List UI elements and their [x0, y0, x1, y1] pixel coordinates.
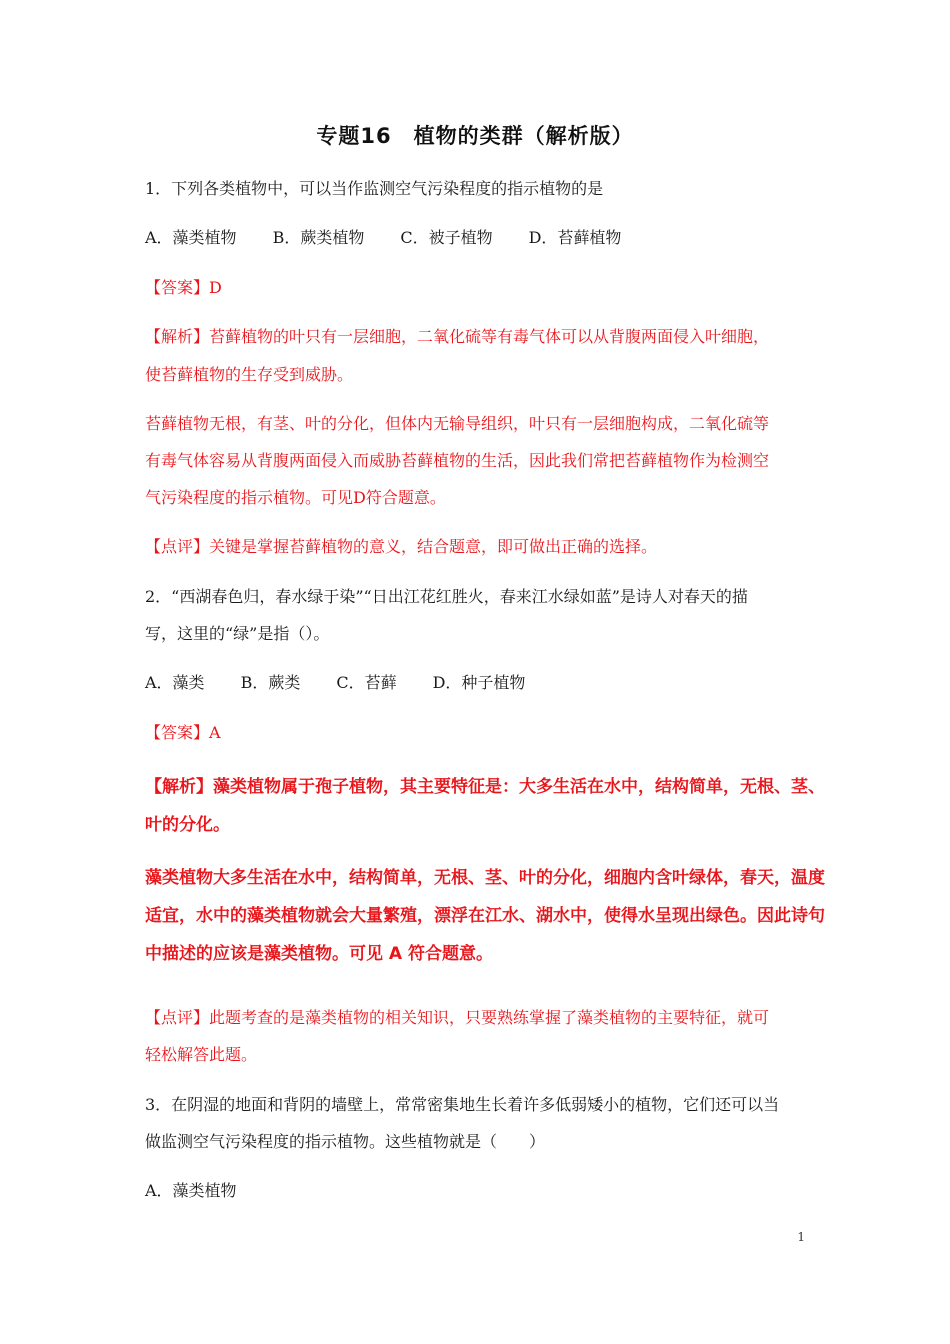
- q1-detail-line-1: 苔藓植物无根，有茎、叶的分化，但体内无输导组织，叶只有一层细胞构成，二氧化硫等: [145, 414, 770, 433]
- q1-analysis-line-1: [145, 326, 815, 348]
- q1-answer: [145, 277, 815, 299]
- q2-comment-line-2: 轻松解答此题。: [145, 1045, 258, 1064]
- answer-value: D: [209, 278, 222, 297]
- q1-option-a: A．藻类植物: [145, 228, 237, 247]
- q1-options: [145, 227, 815, 249]
- comment-text: 此题考查的是藻类植物的相关知识，只要熟练掌握了藻类植物的主要特征，就可: [209, 1008, 770, 1027]
- q1-option-b: B．蕨类植物: [272, 228, 365, 247]
- comment-label: 【点评】: [145, 1008, 210, 1027]
- q2-detail-line-3: 中描述的应该是藻类植物。可见 A 符合题意。: [145, 944, 493, 964]
- comment-label: 【点评】: [145, 537, 210, 556]
- analysis-text: 藻类植物属于孢子植物，其主要特征是：大多生活在水中，结构简单，无根、茎、: [213, 777, 825, 797]
- q2-option-a: A．藻类: [145, 673, 205, 692]
- page-title: 专题16 植物的类群（解析版）: [316, 124, 634, 148]
- q1-detail-line-2: 有毒气体容易从背腹两面侵入而威胁苔藓植物的生活，因此我们常把苔藓植物作为检测空: [145, 451, 770, 470]
- q2-options: [145, 672, 815, 694]
- q2-analysis-line-1: [145, 776, 825, 798]
- analysis-label: 【解析】: [145, 777, 213, 797]
- comment-text: 关键是掌握苔藓植物的意义，结合题意，即可做出正确的选择。: [209, 537, 658, 556]
- q2-analysis-line-2: 叶的分化。: [145, 815, 230, 835]
- page-number: 1: [797, 1230, 805, 1244]
- q1-detail-line-3: 气污染程度的指示植物。可见D符合题意。: [145, 488, 446, 507]
- q3-stem-line-1: 3．在阴湿的地面和背阴的墙壁上，常常密集地生长着许多低弱矮小的植物，它们还可以当: [145, 1095, 780, 1114]
- q2-answer: [145, 722, 815, 744]
- answer-label: 【答案】: [145, 278, 210, 297]
- answer-value: A: [209, 723, 221, 742]
- q2-stem-line-2: 写，这里的“绿”是指（）。: [145, 624, 330, 643]
- q1-option-d: D．苔藓植物: [528, 228, 622, 247]
- q2-option-d: D．种子植物: [432, 673, 526, 692]
- q2-detail-line-1: 藻类植物大多生活在水中，结构简单，无根、茎、叶的分化，细胞内含叶绿体，春天，温度: [145, 868, 825, 888]
- q2-stem-line-1: 2．“西湖春色归，春水绿于染”“日出江花红胜火，春来江水绿如蓝”是诗人对春天的描: [145, 587, 748, 606]
- q1-analysis-line-2: 使苔藓植物的生存受到威胁。: [145, 365, 354, 384]
- q2-comment-line-1: [145, 1007, 815, 1029]
- q2-detail-line-2: 适宜，水中的藻类植物就会大量繁殖，漂浮在江水、湖水中，使得水呈现出绿色。因此诗句: [145, 906, 825, 926]
- q3-option-a: A．藻类植物: [145, 1181, 237, 1200]
- analysis-label: 【解析】: [145, 327, 210, 346]
- q1-comment: [145, 536, 815, 558]
- q3-stem-line-2: 做监测空气污染程度的指示植物。这些植物就是（ ）: [145, 1132, 546, 1151]
- q1-stem: 1．下列各类植物中，可以当作监测空气污染程度的指示植物的是: [145, 179, 604, 198]
- q1-option-c: C．被子植物: [400, 228, 493, 247]
- analysis-text: 苔藓植物的叶只有一层细胞，二氧化硫等有毒气体可以从背腹两面侵入叶细胞，: [209, 327, 770, 346]
- answer-label: 【答案】: [145, 723, 210, 742]
- q2-option-c: C．苔藓: [336, 673, 397, 692]
- q2-option-b: B．蕨类: [240, 673, 301, 692]
